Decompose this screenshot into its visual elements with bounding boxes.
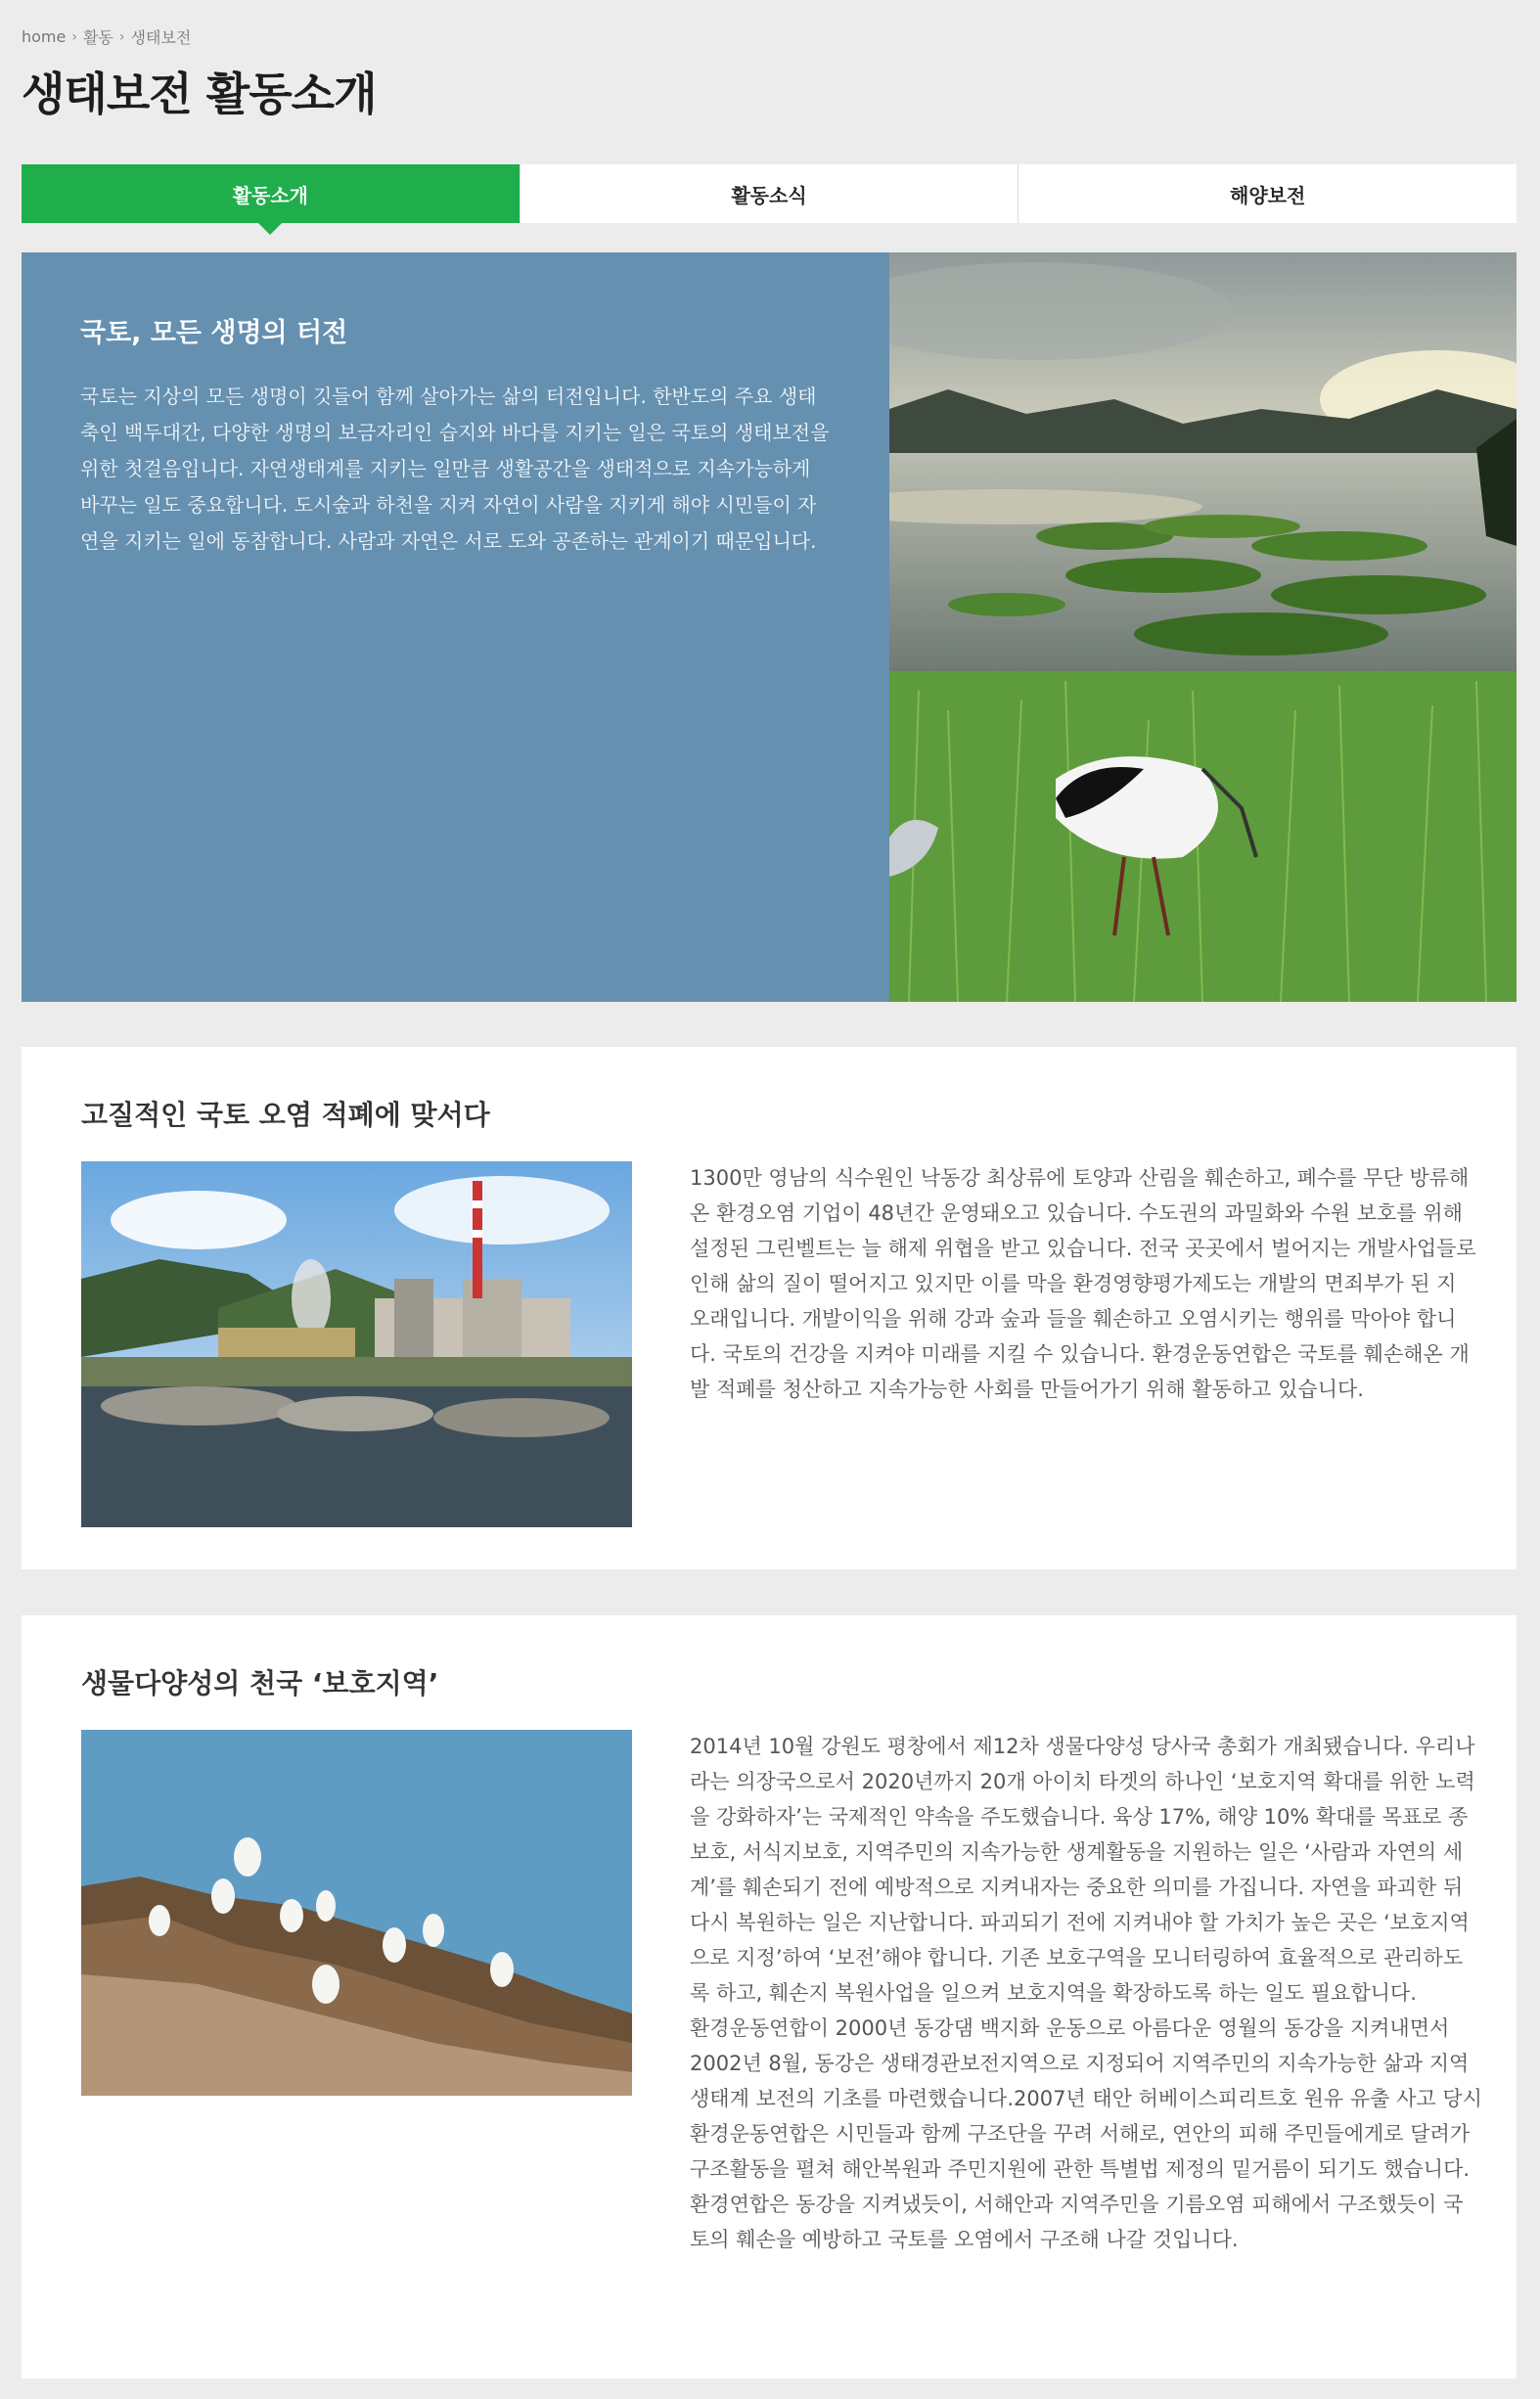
factory-river-photo	[81, 1161, 632, 1527]
section-land-pollution	[22, 1047, 1517, 1569]
section-protected-areas-paragraph-2: 환경운동연합이 2000년 동강댐 백지화 운동으로 아름다운 영월의 동강을 지켜내면서 2002년 8월, 동강은 생태경관보전지역으로 지정되어 지역주민의 지속가능한 삶과 지역생태계 보전의 기초를 마련했습니다.2007년 태안 허베이스피리트호 원유 유출 사고 당시 환경운동연합은 시민들과 함께 구조단을 꾸려 서해로, 연안의 피해 주민들에게로 달려가 구조활동을 펼쳐 해안복원과 주민지원에 관한 특별법 제정의 밑거름이 되기도 했습니다. 환경연합은 동강을 지켜냈듯이, 서해안과 지역주민을 기름오염 피해에서 구조했듯이 국토의 훼손을 예방하고 국토를 오염에서 구조해 나갈 것입니다.	[690, 2016, 1482, 2251]
section-protected-areas-paragraph-1: 2014년 10월 강원도 평창에서 제12차 생물다양성 당사국 총회가 개최됐습니다. 우리나라는 의장국으로서 2020년까지 20개 아이치 타겟의 하나인 ‘보호지역 확대를 위한 노력을 강화하자’는 국제적인 약속을 주도했습니다. 육상 17%, 해양 10% 확대를 목표로 종보호, 서식지보호, 지역주민의 지속가능한 생계활동을 지원하는 일은 ‘사람과 자연의 세계’를 훼손되기 전에 예방적으로 지켜내자는 중요한 의미를 가집니다. 자연을 파괴한 뒤 다시 복원하는 일은 지난합니다. 파괴되기 전에 지켜내야 할 가치가 높은 곳은 ‘보호지역으로 지정’하여 ‘보전’해야 합니다. 기존 보호구역을 모니터링하여 효율적으로 관리하도록 하고, 훼손지 복원사업을 일으켜 보호지역을 확장하도록 하는 일도 필요합니다.	[690, 1735, 1475, 2005]
spoonbills-photo	[81, 1730, 632, 2096]
breadcrumb	[22, 25, 191, 48]
chevron-right-icon: ›	[71, 28, 77, 45]
section-land-pollution-paragraph: 1300만 영남의 식수원인 낙동강 최상류에 토양과 산림을 훼손하고, 폐수를 무단 방류해 온 환경오염 기업이 48년간 운영돼오고 있습니다. 수도권의 과밀화와 수원 보호를 위해 설정된 그린벨트는 늘 해제 위협을 받고 있습니다. 전국 곳곳에서 벌어지는 개발사업들로 인해 삶의 질이 떨어지고 있지만 이를 막을 환경영향평가제도는 개발의 면죄부가 된 지 오래입니다. 개발이익을 위해 강과 숲과 들을 훼손하고 오염시키는 행위를 막아야 합니다. 국토의 건강을 지켜야 미래를 지킬 수 있습니다. 환경운동연합은 국토를 훼손해온 개발 적폐를 청산하고 지속가능한 사회를 만들어가기 위해 활동하고 있습니다.	[690, 1166, 1476, 1401]
page-title: 생태보전 활동소개	[22, 68, 377, 120]
tab-marine-conservation[interactable]: 해양보전	[1230, 183, 1306, 207]
tab-activity-news[interactable]: 활동소식	[521, 164, 1019, 223]
hero-images	[889, 252, 1517, 1002]
section-land-pollution-body	[690, 1160, 1482, 1407]
chevron-right-icon: ›	[118, 28, 125, 45]
hero-section	[22, 252, 1517, 1002]
breadcrumb-activity[interactable]: 활동	[82, 28, 113, 47]
section-protected-areas	[22, 1615, 1517, 2378]
section-protected-areas-body	[690, 1729, 1482, 2257]
section-protected-areas-title: 생물다양성의 천국 ‘보호지역’	[81, 1667, 439, 1699]
wetland-photo	[889, 252, 1517, 671]
hero-body: 국토는 지상의 모든 생명이 깃들어 함께 살아가는 삶의 터전입니다. 한반도의 주요 생태축인 백두대간, 다양한 생명의 보금자리인 습지와 바다를 지키는 일은 국토의 생태보전을 위한 첫걸음입니다. 자연생태계를 지키는 일만큼 생활공간을 생태적으로 지속가능하게 바꾸는 일도 중요합니다. 도시숲과 하천을 지켜 자연이 사람을 지키게 해야 시민들이 자연을 지키는 일에 동참합니다. 사람과 자연은 서로 도와 공존하는 관계이기 때문입니다.	[80, 385, 830, 553]
section-land-pollution-title: 고질적인 국토 오염 적폐에 맞서다	[81, 1099, 490, 1131]
tab-activity-intro[interactable]: 활동소개	[22, 164, 521, 223]
hero-text-panel	[22, 252, 889, 1002]
tab-bar	[22, 164, 1517, 223]
breadcrumb-current: 생태보전	[130, 28, 192, 47]
breadcrumb-home[interactable]: home	[22, 27, 67, 46]
stork-ricefield-photo	[889, 671, 1517, 1002]
hero-title: 국토, 모든 생명의 터전	[80, 318, 348, 348]
